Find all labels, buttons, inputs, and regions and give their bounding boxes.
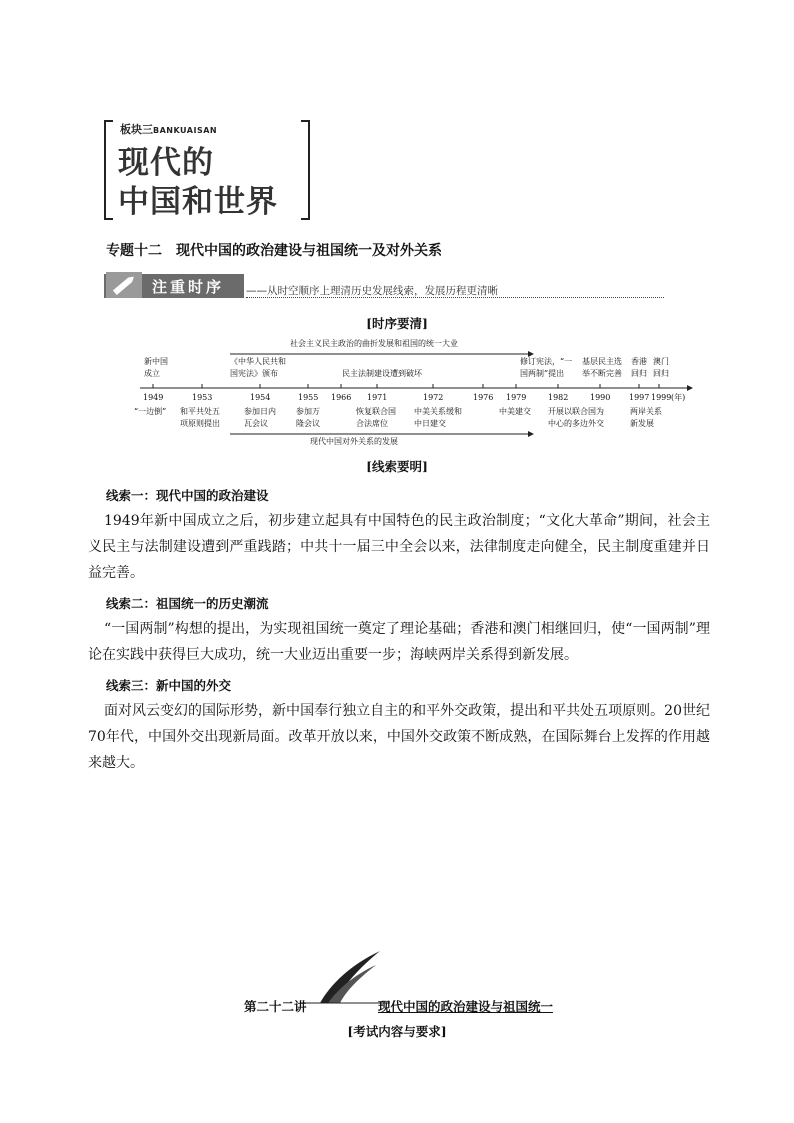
event-below: 参加日内 瓦会议 <box>244 407 276 428</box>
year-label: 1982 <box>548 393 569 402</box>
event-below: 参加万 隆会议 <box>296 407 320 428</box>
timeline-bottom-label: 现代中国对外关系的发展 <box>310 437 398 446</box>
year-label: 1997 <box>629 393 650 402</box>
timeline-top-label: 社会主义民主政治的曲折发展和祖国的统一大业 <box>290 339 458 348</box>
year-unit: (年) <box>671 393 686 402</box>
lecture-number: 第二十二讲 <box>244 999 307 1014</box>
block-title-line2: 中国和世界 <box>118 184 278 220</box>
banner-divider <box>246 297 664 298</box>
clue-text: 1949年新中国成立之后，初步建立起具有中国特色的民主政治制度；“文化大革命”期间，社会主义民主与法制建设遭到严重践踏；中共十一届三中全会以来，法律制度走向健全，民主制度重建并日益完善。 <box>88 513 710 581</box>
clue-title: 线索三：新中国的外交 <box>106 678 232 693</box>
year-label: 1999 <box>651 393 672 402</box>
year-label: 1990 <box>590 393 611 402</box>
section-banner <box>104 272 664 300</box>
sequence-heading: [时序要清] <box>366 316 428 331</box>
timeline-mid-label: 民主法制建设遭到破坏 <box>342 369 422 378</box>
year-label: 1955 <box>298 393 319 402</box>
clue-text: “一国两制”构想的提出，为实现祖国统一奠定了理论基础；香港和澳门相继回归，使“一国两制”理论在实践中获得巨大成功，统一大业迈出重要一步；海峡两岸关系得到新发展。 <box>88 621 710 663</box>
event-above: 香港 回归 <box>631 357 647 378</box>
year-label: 1954 <box>250 393 271 402</box>
year-label: 1966 <box>331 393 352 402</box>
event-above: 修订宪法，“一 国两制”提出 <box>520 357 573 378</box>
block-title <box>104 120 310 218</box>
event-below: 两岸关系 新发展 <box>630 407 662 428</box>
topic-title: 专题十二 现代中国的政治建设与祖国统一及对外关系 <box>106 243 442 259</box>
event-below: 中美关系缓和 中日建交 <box>414 407 462 428</box>
lecture-name: 现代中国的政治建设与祖国统一 <box>378 999 554 1014</box>
timeline <box>134 334 700 454</box>
event-below: “一边倒” <box>134 407 167 416</box>
pencil-icon <box>106 272 142 298</box>
timeline-lines <box>140 334 700 454</box>
year-label: 1953 <box>192 393 213 402</box>
clue-title: 线索二：祖国统一的历史潮流 <box>106 596 269 611</box>
block-title-line1: 现代的 <box>118 145 214 181</box>
year-label: 1972 <box>423 393 444 402</box>
banner-subtitle: ——从时空顺序上理清历史发展线索，发展历程更清晰 <box>246 285 498 297</box>
clue-text: 面对风云变幻的国际形势，新中国奉行独立自主的和平外交政策，提出和平共处五项原则。20世纪70年代，中国外交出现新局面。改革开放以来，中国外交政策不断成熟，在国际舞台上发挥的作用越来越大。 <box>88 703 710 771</box>
year-label: 1971 <box>367 393 388 402</box>
year-label: 1979 <box>506 393 527 402</box>
event-below: 开展以联合国为 中心的多边外交 <box>548 407 604 428</box>
clue-title: 线索一：现代中国的政治建设 <box>106 488 269 503</box>
right-bracket <box>301 120 310 220</box>
requirements-heading: [考试内容与要求] <box>347 1024 447 1039</box>
banner-label: 注重时序 <box>152 278 225 296</box>
left-bracket <box>104 120 113 220</box>
year-label: 1949 <box>143 393 164 402</box>
event-above: 基层民主选 举不断完善 <box>582 357 622 378</box>
clue-heading: [线索要明] <box>366 459 428 474</box>
swoosh-icon <box>300 945 390 1005</box>
lecture-header <box>244 945 584 1014</box>
block-tag: 板块三BANKUAISAN <box>120 123 218 136</box>
event-below: 恢复联合国 合法席位 <box>356 407 396 428</box>
event-above: 新中国 成立 <box>144 357 168 378</box>
event-above: 澳门 回归 <box>653 357 669 378</box>
year-label: 1976 <box>473 393 494 402</box>
event-below: 中美建交 <box>499 407 531 416</box>
event-below: 和平共处五 项原则提出 <box>180 407 220 428</box>
event-above: 《中华人民共和 国宪法》颁布 <box>230 357 286 378</box>
